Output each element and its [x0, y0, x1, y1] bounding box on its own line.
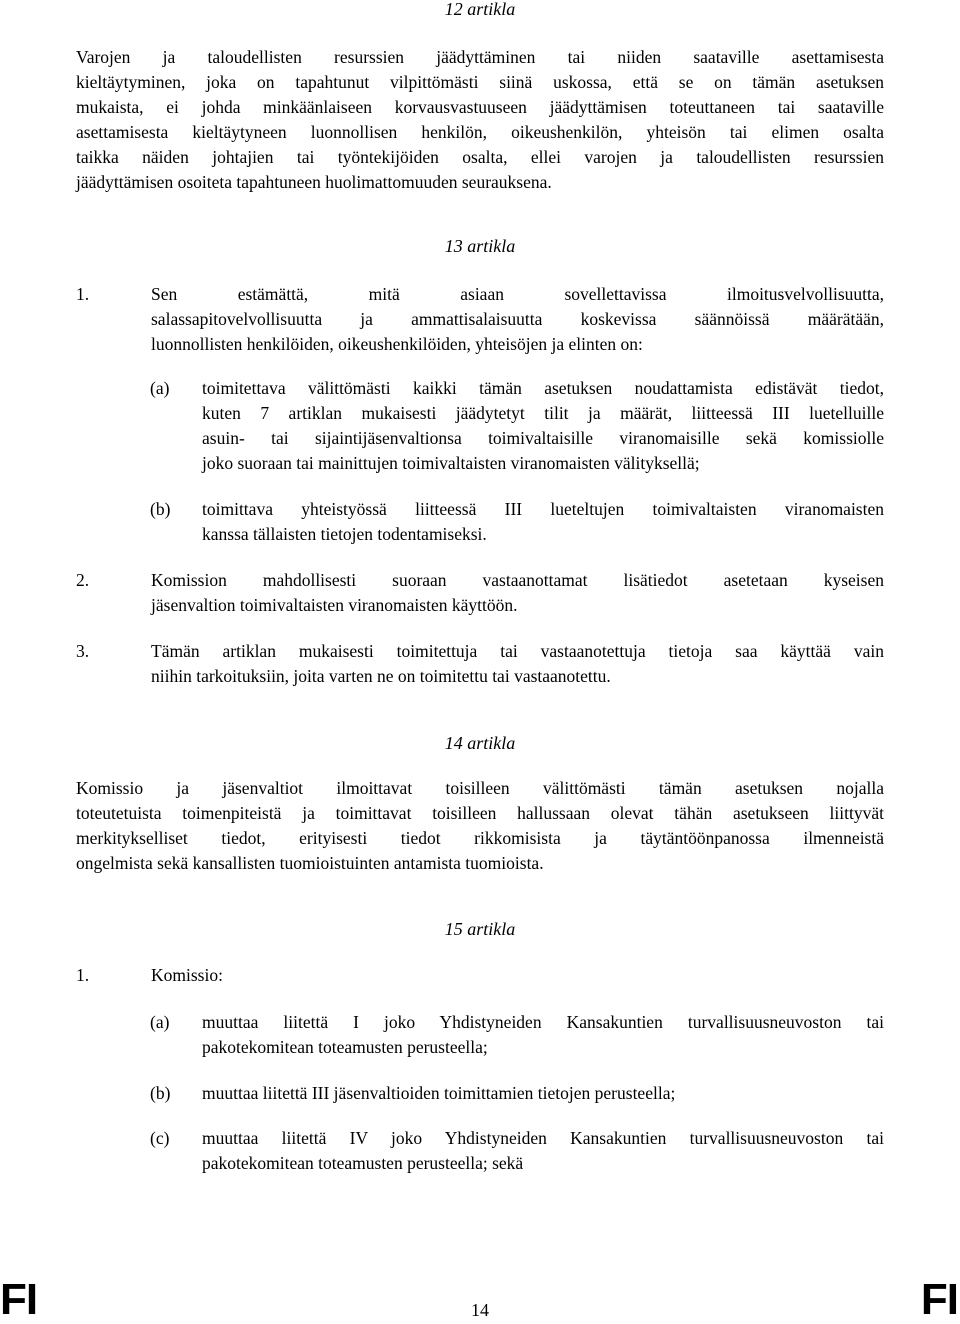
paragraph-line: Komissio:: [151, 965, 223, 985]
article-12-line: asettamisesta kieltäytyneen luonnollisen henkilön, oikeushenkilön, yhteisön tai elimen osalta: [76, 122, 884, 142]
item-label: (c): [150, 1128, 170, 1148]
item-line: pakotekomitean toteamusten perusteella; sekä: [202, 1153, 524, 1173]
item-label: (a): [150, 378, 170, 398]
article-12-heading: 12 artikla: [444, 0, 516, 19]
article-14-heading: 14 artikla: [444, 733, 516, 753]
article-12-line: kieltäytyminen, joka on tapahtunut vilpittömästi siinä uskossa, että se on tämän asetuksen: [76, 72, 884, 92]
paragraph-line: jäsenvaltion toimivaltaisten viranomaisten käyttöön.: [151, 595, 518, 615]
item-line: muuttaa liitettä IV joko Yhdistyneiden Kansakuntien turvallisuusneuvoston tai: [202, 1128, 884, 1148]
page-number: 14: [471, 1300, 489, 1320]
item-line: asuin- tai sijaintijäsenvaltionsa toimivaltaisille viranomaisille sekä komissiolle: [202, 428, 884, 448]
item-line: toimitettava välittömästi kaikki tämän asetuksen noudattamista edistävät tiedot,: [202, 378, 884, 398]
article-12-line: mukaista, ei johda minkäänlaiseen korvausvastuuseen jäädyttämisen toteuttaneen tai saataville: [76, 97, 884, 117]
item-line: pakotekomitean toteamusten perusteella;: [202, 1037, 488, 1057]
article-15-heading: 15 artikla: [444, 919, 516, 939]
paragraph-line: luonnollisten henkilöiden, oikeushenkilöiden, yhteisöjen ja elinten on:: [151, 334, 643, 354]
paragraph-number: 1.: [76, 965, 90, 985]
item-body: [202, 376, 884, 476]
paragraph-number: 3.: [76, 641, 90, 661]
article-14-paragraph: [76, 776, 884, 876]
item-line: kuten 7 artiklan mukaisesti jäädytetyt tilit ja määrät, liitteessä III luetelluille: [202, 403, 884, 423]
item-line: toimittava yhteistyössä liitteessä III lueteltujen toimivaltaisten viranomaisten: [202, 499, 884, 519]
item-line: muuttaa liitettä III jäsenvaltioiden toimittamien tietojen perusteella;: [202, 1083, 676, 1103]
article-12-paragraph: [76, 45, 884, 195]
item-body: [202, 1010, 884, 1060]
article-12-line: jäädyttämisen osoiteta tapahtuneen huolimattomuuden seurauksena.: [76, 172, 552, 192]
paragraph-number: 2.: [76, 570, 90, 590]
article-14-line: toteutetuista toimenpiteistä ja toimittavat toisilleen hallussaan olevat tähän asetukseen liittyvät: [76, 803, 884, 823]
footer-language-left: FI: [0, 1275, 38, 1324]
article-14-line: ongelmista sekä kansallisten tuomioistuinten antamista tuomioista.: [76, 853, 544, 873]
paragraph-line: Sen estämättä, mitä asiaan sovellettavissa ilmoitusvelvollisuutta,: [151, 284, 884, 304]
item-line: muuttaa liitettä I joko Yhdistyneiden Kansakuntien turvallisuusneuvoston tai: [202, 1012, 884, 1032]
item-body: [202, 1081, 884, 1106]
article-14-line: merkitykselliset tiedot, erityisesti tiedot rikkomisista ja täytäntöönpanossa ilmenneistä: [76, 828, 884, 848]
article-14-line: Komissio ja jäsenvaltiot ilmoittavat toisilleen välittömästi tämän asetuksen nojalla: [76, 778, 884, 798]
item-body: [202, 497, 884, 547]
article-12-line: taikka näiden johtajien tai työntekijöiden osalta, ellei varojen ja taloudellisten resurssien: [76, 147, 884, 167]
paragraph-line: salassapitovelvollisuutta ja ammattisalaisuutta koskevissa säännöissä määrätään,: [151, 309, 884, 329]
paragraph-line: Komission mahdollisesti suoraan vastaanottamat lisätiedot asetetaan kyseisen: [151, 570, 884, 590]
item-label: (a): [150, 1012, 170, 1032]
paragraph-body: [151, 639, 884, 689]
paragraph-body: [151, 568, 884, 618]
item-body: [202, 1126, 884, 1176]
item-line: joko suoraan tai mainittujen toimivaltaisten viranomaisten välityksellä;: [202, 453, 700, 473]
paragraph-body: [151, 963, 884, 988]
item-line: kanssa tällaisten tietojen todentamiseksi.: [202, 524, 487, 544]
item-label: (b): [150, 1083, 171, 1103]
item-label: (b): [150, 499, 171, 519]
article-12-line: Varojen ja taloudellisten resurssien jäädyttäminen tai niiden saataville asettamisesta: [76, 47, 884, 67]
paragraph-line: niihin tarkoituksiin, joita varten ne on toimitettu tai vastaanotettu.: [151, 666, 611, 686]
paragraph-line: Tämän artiklan mukaisesti toimitettuja tai vastaanotettuja tietoja saa käyttää vain: [151, 641, 884, 661]
paragraph-number: 1.: [76, 284, 90, 304]
paragraph-body: [151, 282, 884, 357]
article-13-heading: 13 artikla: [444, 236, 516, 256]
footer-language-right: FI: [920, 1275, 958, 1324]
